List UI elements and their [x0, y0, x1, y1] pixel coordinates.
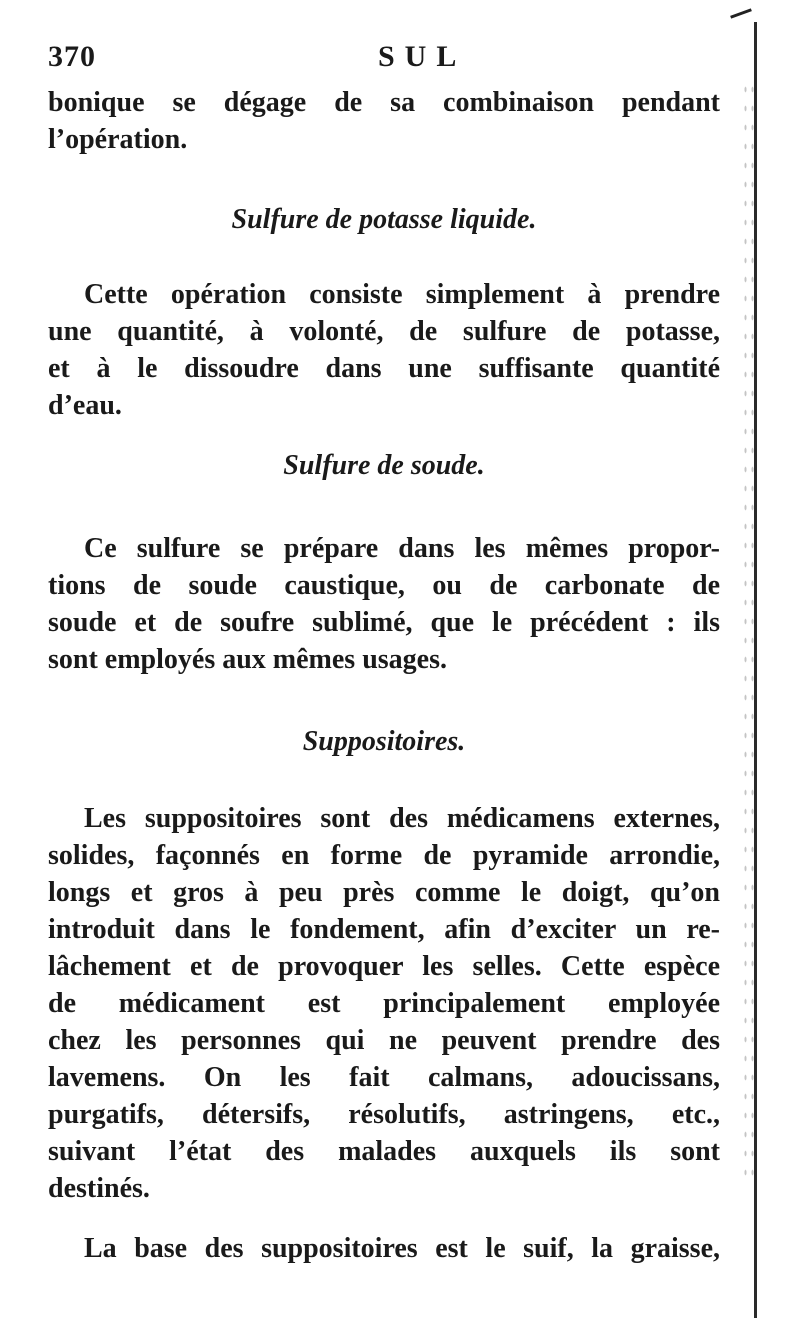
page-edge-speckle [742, 80, 754, 1180]
text-line: d’eau. [48, 390, 122, 421]
section-heading-suppositoires: Suppositoires. [302, 726, 466, 757]
paragraph-potasse [48, 276, 720, 424]
paragraph-suppositoires [48, 800, 720, 1207]
text-line: chez les personnes qui ne peuvent prendre des [48, 1025, 720, 1056]
text-line: bonique se dégage de sa combinaison pendant [48, 87, 720, 118]
page-edge-mark [730, 8, 752, 18]
text-line: l’opération. [48, 124, 188, 155]
text-line: Cette opération consiste simplement à prendre [84, 279, 720, 310]
text-line: introduit dans le fondement, afin d’exciter un re- [48, 914, 720, 945]
text-line: lâchement et de provoquer les selles. Cette espèce [48, 951, 720, 982]
text-line: une quantité, à volonté, de sulfure de potasse, [48, 316, 720, 347]
text-line: sont employés aux mêmes usages. [48, 644, 447, 675]
text-line: Les suppositoires sont des médicamens externes, [84, 803, 720, 834]
section-heading-soude: Sulfure de soude. [283, 450, 485, 481]
text-line: Ce sulfure se prépare dans les mêmes propor- [84, 533, 720, 564]
text-line: suivant l’état des malades auxquels ils sont [48, 1136, 720, 1167]
text-line: soude et de soufre sublimé, que le précédent : ils [48, 607, 720, 638]
page-edge [754, 22, 757, 1318]
running-head: SUL [378, 40, 467, 73]
page-number: 370 [48, 40, 96, 73]
text-line: solides, façonnés en forme de pyramide arrondie, [48, 840, 720, 871]
text-line: et à le dissoudre dans une suffisante quantité [48, 353, 720, 384]
paragraph-intro [48, 84, 720, 158]
text-line: destinés. [48, 1173, 150, 1204]
paragraph-soude [48, 530, 720, 678]
section-heading-potasse: Sulfure de potasse liquide. [231, 204, 537, 235]
text-line: purgatifs, détersifs, résolutifs, astringens, etc., [48, 1099, 720, 1130]
text-line: tions de soude caustique, ou de carbonate de [48, 570, 720, 601]
text-line: de médicament est principalement employée [48, 988, 720, 1019]
paragraph-base [48, 1230, 720, 1267]
text-line: La base des suppositoires est le suif, la graisse, [84, 1233, 720, 1264]
text-line: lavemens. On les fait calmans, adoucissans, [48, 1062, 720, 1093]
page-header [48, 40, 720, 80]
text-line: longs et gros à peu près comme le doigt, qu’on [48, 877, 720, 908]
